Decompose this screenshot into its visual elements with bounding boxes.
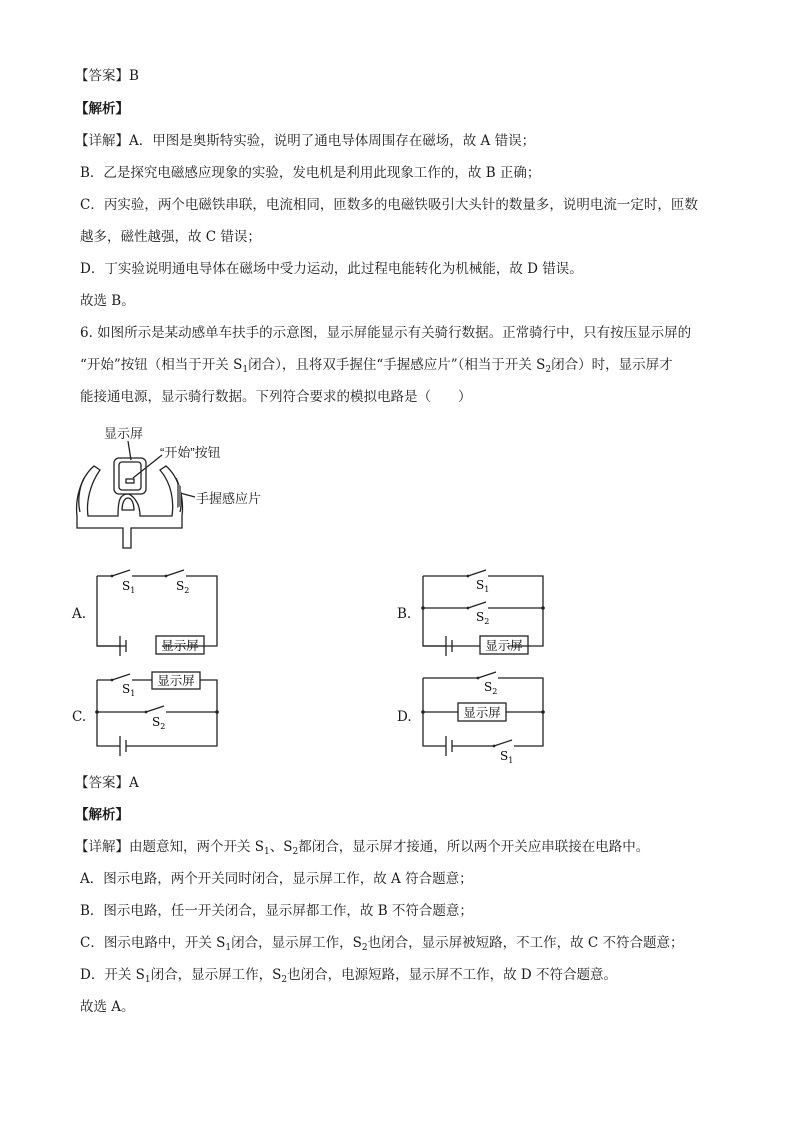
switch-s1-a: $S_1$ xyxy=(122,579,136,595)
answer-label-2: 【答案】A xyxy=(75,775,139,791)
circuit-a xyxy=(92,568,222,658)
ed-text: 闭合，显示屏工作，S xyxy=(150,967,282,983)
detail-tag: 【详解】 xyxy=(75,133,129,149)
analysis-heading-2: 【解析】 xyxy=(75,807,129,823)
analysis-heading: 【解析】 xyxy=(75,101,129,117)
ec-text: 闭合，显示屏工作，S xyxy=(231,935,362,951)
hand-sensor-plate xyxy=(177,484,181,508)
detail-tag-2: 【详解】 xyxy=(75,839,129,855)
circuit-c xyxy=(92,672,222,752)
switch-s2-d: $S_2$ xyxy=(484,680,498,696)
start-button xyxy=(126,479,134,483)
option-d-label: D. xyxy=(397,709,412,725)
right-grip xyxy=(176,478,181,512)
ed-sub: 1 xyxy=(144,975,151,985)
ec-text: C．图示电路中，开关 S xyxy=(80,935,226,951)
ec-text: 也闭合，显示屏被短路，不工作，故 C 不符合题意； xyxy=(367,935,684,951)
sensor-leader xyxy=(180,493,195,497)
display-screen-label: 显示屏 xyxy=(104,426,144,441)
d2-text: 都闭合，显示屏才接通，所以两个开关应串联接在电路中。 xyxy=(298,839,650,855)
conclusion-line: 故选 B。 xyxy=(80,293,135,309)
ec-sub: 2 xyxy=(361,943,368,953)
q-text: 闭合）时，显示屏才 xyxy=(551,357,673,373)
detail-line-c1: C．丙实验，两个电磁铁串联，电流相同，匝数多的电磁铁吸引大头针的数量多，说明电流一定时，匝数 xyxy=(80,197,698,213)
screen-text-a: 显示屏 xyxy=(161,638,199,653)
detail2-line xyxy=(75,837,649,862)
ed-text: D．开关 S xyxy=(80,967,145,983)
ec-sub: 1 xyxy=(225,943,232,953)
explain-b: B．图示电路，任一开关闭合，显示屏都工作，故 B 不符合题意； xyxy=(80,903,473,919)
explain-a: A．图示电路，两个开关同时闭合，显示屏工作，故 A 符合题意； xyxy=(80,871,473,887)
screen-housing xyxy=(114,458,146,494)
option-c-label: C. xyxy=(72,709,87,725)
conclusion-line-2: 故选 A。 xyxy=(80,999,135,1015)
explain-c xyxy=(80,933,684,958)
left-grip xyxy=(79,478,84,512)
switch-s2-c: $S_2$ xyxy=(152,715,166,731)
q-sub: 2 xyxy=(545,365,552,375)
q-text: 闭合），且将双手握住“手握感应片”（相当于开关 S xyxy=(248,357,546,373)
question-line-3: 能接通电源，显示骑行数据。下列符合要求的模拟电路是（ ） xyxy=(80,389,472,405)
q-text: “开始”按钮（相当于开关 S xyxy=(80,357,243,373)
switch-s1-c: $S_1$ xyxy=(122,682,136,698)
switch-s1-d: $S_1$ xyxy=(500,749,514,765)
detail-line-b: B．乙是探究电磁感应现象的实验，发电机是利用此现象工作的，故 B 正确； xyxy=(80,165,541,181)
start-button-label: “开始”按钮 xyxy=(160,445,221,460)
q-sub: 1 xyxy=(242,365,249,375)
d2-text: 、S xyxy=(269,839,293,855)
display-leader xyxy=(128,441,131,460)
screen-panel xyxy=(119,462,141,490)
hand-sensor-label: 手握感应片 xyxy=(196,491,262,506)
circuit-d xyxy=(418,672,548,765)
question-line-1: 6. 如图所示是某动感单车扶手的示意图，显示屏能显示有关骑行数据。正常骑行中，只有按压显示屏的 xyxy=(80,325,692,341)
screen-text-c: 显示屏 xyxy=(157,673,195,688)
option-a-label: A. xyxy=(72,606,87,622)
option-b-label: B. xyxy=(397,606,412,622)
detail-line-c2: 越多，磁性越强，故 C 错误； xyxy=(80,229,261,245)
switch-s1-b: $S_1$ xyxy=(476,578,490,594)
circuit-b xyxy=(418,568,548,658)
ed-sub: 2 xyxy=(281,975,288,985)
detail-line-a xyxy=(75,131,535,151)
detail-line-d: D．丁实验说明通电导体在磁场中受力运动，此过程电能转化为机械能，故 D 错误。 xyxy=(80,261,583,277)
handlebar-body xyxy=(77,466,183,548)
ed-text: 也闭合，电源短路，显示屏不工作，故 D 不符合题意。 xyxy=(287,967,617,983)
answer-label: 【答案】B xyxy=(75,68,139,84)
switch-s2-a: $S_2$ xyxy=(176,579,190,595)
button-leader xyxy=(133,455,162,478)
screen-text-b: 显示屏 xyxy=(485,638,523,653)
switch-s2-b: $S_2$ xyxy=(476,610,490,626)
d2-text: 由题意知，两个开关 S xyxy=(129,839,265,855)
explain-d xyxy=(80,965,617,990)
question-line-2 xyxy=(80,355,673,380)
d2-sub: 2 xyxy=(292,847,299,857)
screen-text-d: 显示屏 xyxy=(463,705,501,720)
center-cutout xyxy=(122,498,134,510)
detail-text-a: A．甲图是奥斯特实验，说明了通电导体周围存在磁场，故 A 错误； xyxy=(129,133,536,149)
d2-sub: 1 xyxy=(264,847,270,857)
